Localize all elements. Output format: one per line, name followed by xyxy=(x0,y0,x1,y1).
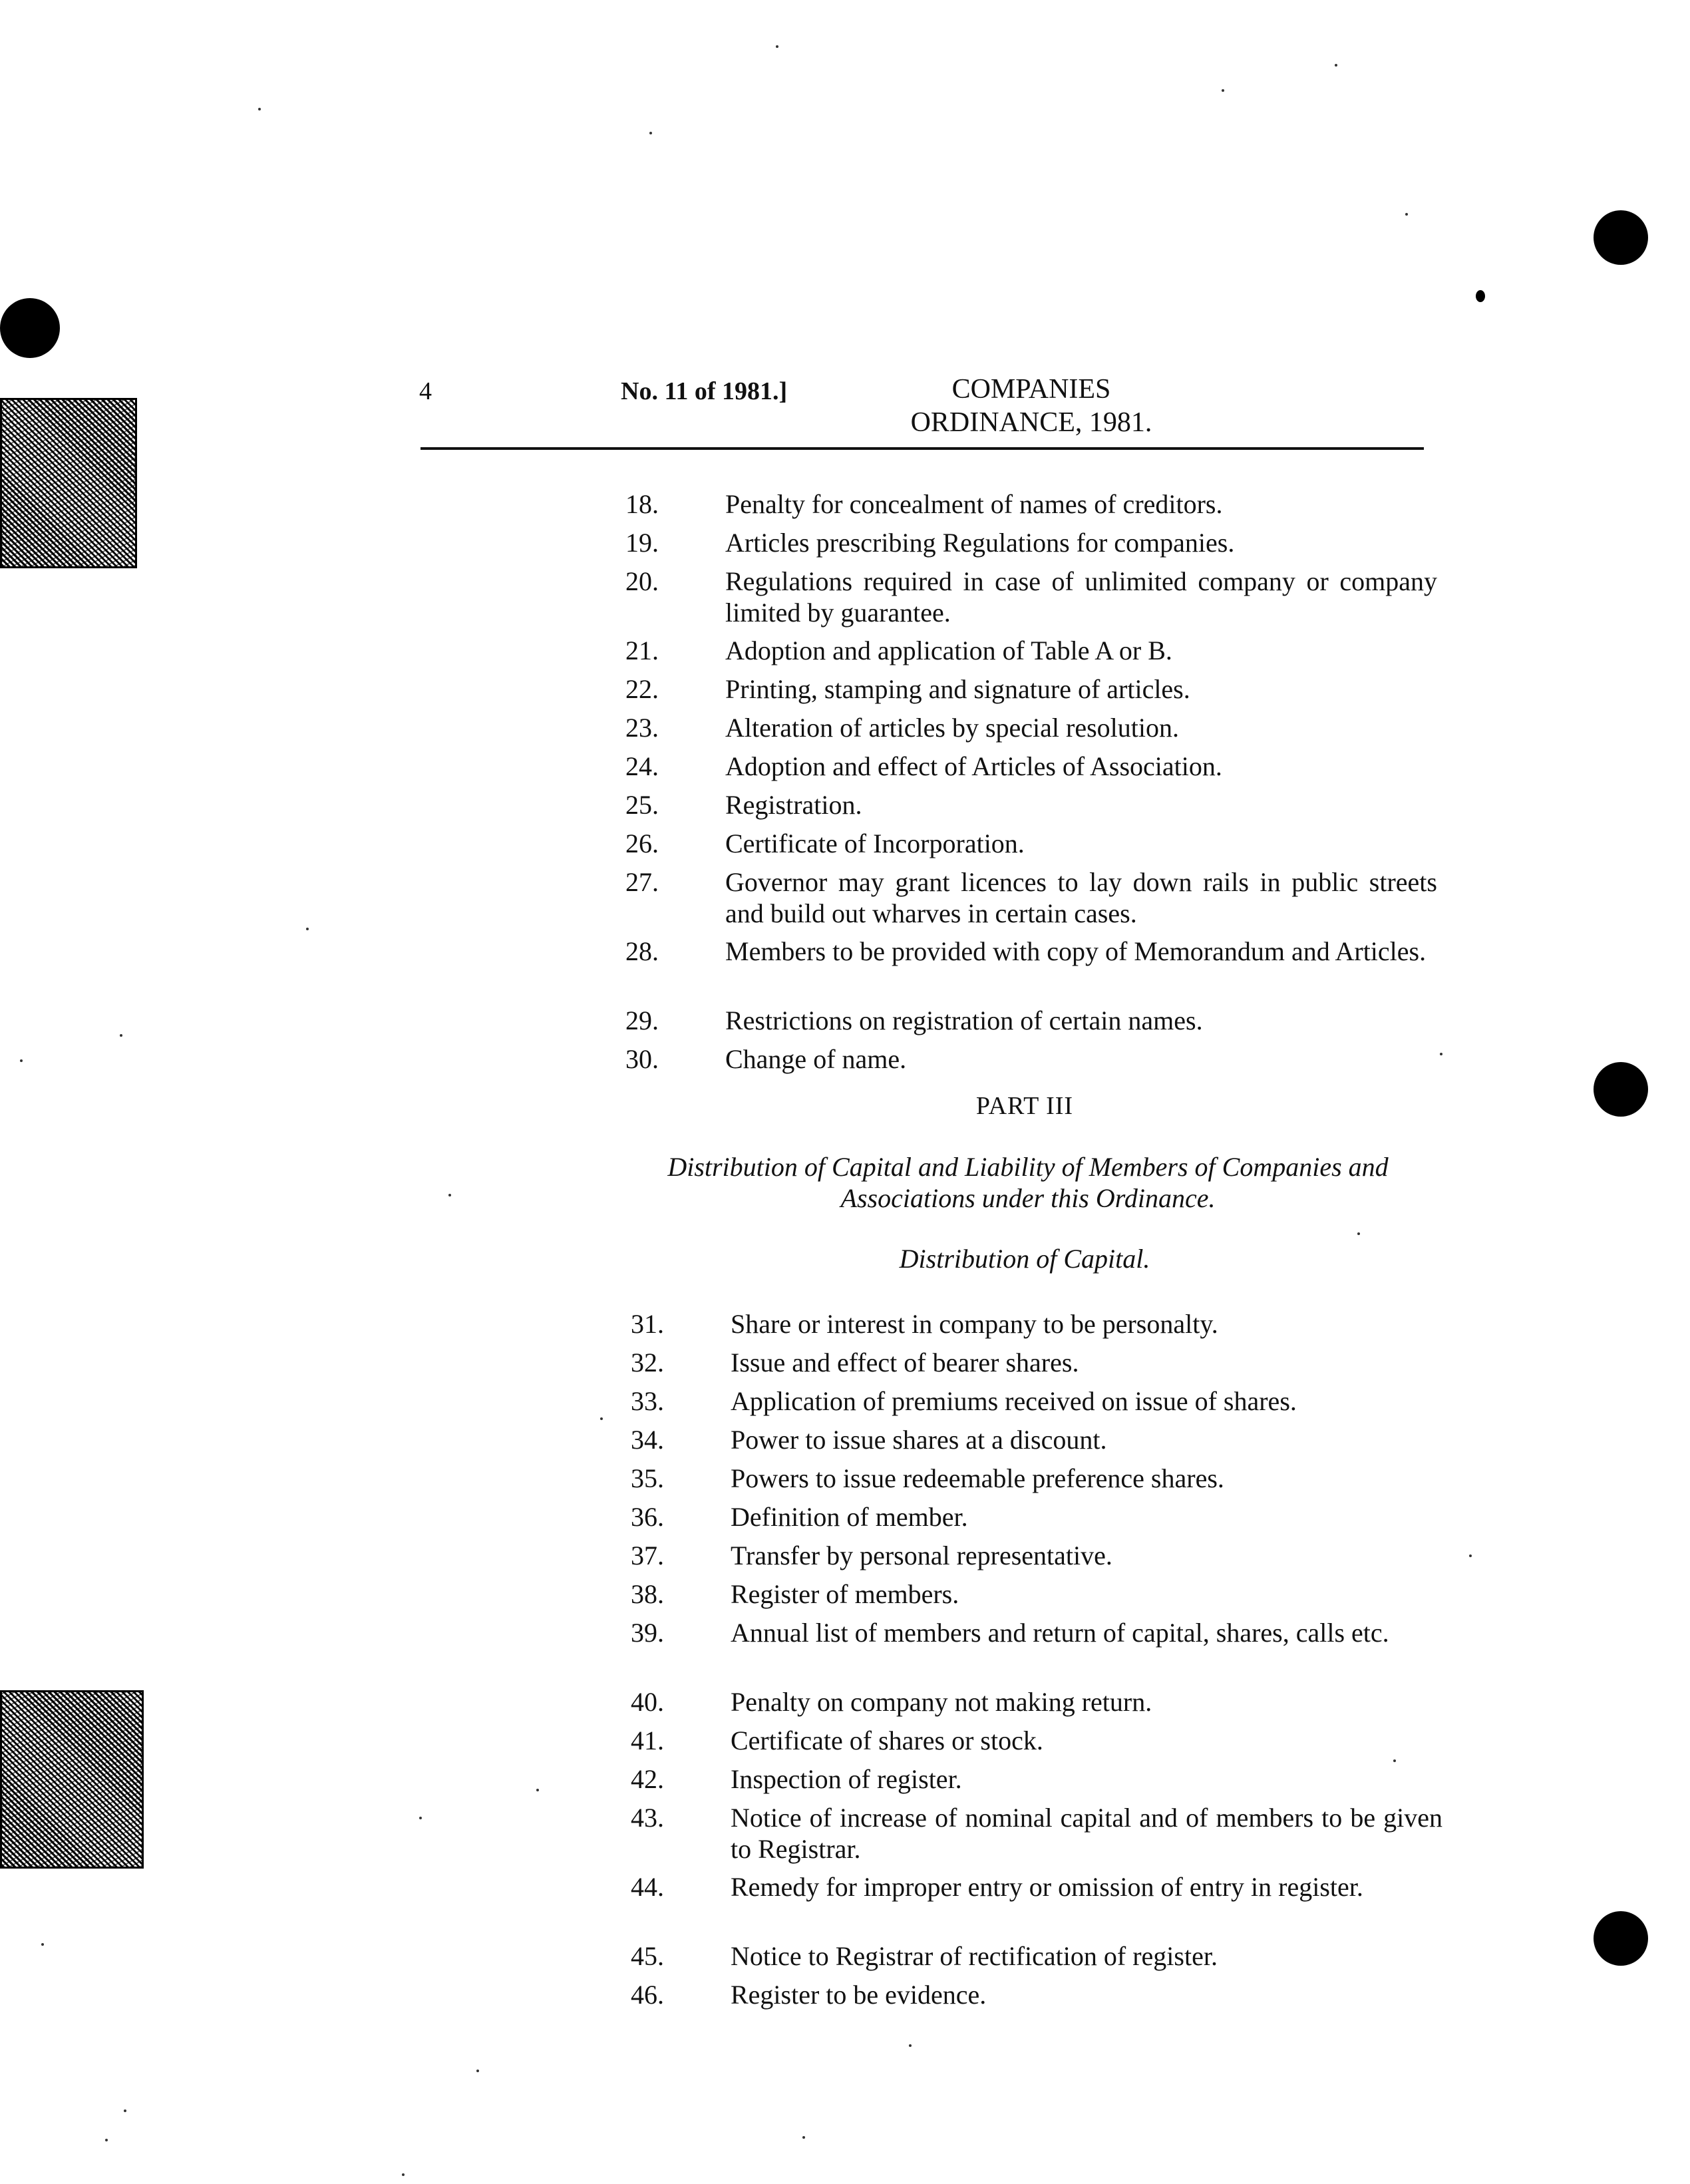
section-title: Notice to Registrar of rectification of register. xyxy=(731,1941,1218,1971)
section-number: 27. xyxy=(625,867,659,897)
scan-speck xyxy=(600,1417,603,1420)
section-title: Printing, stamping and signature of articles. xyxy=(725,674,1190,704)
punch-hole-mark xyxy=(1594,210,1648,265)
section-number: 18. xyxy=(625,489,659,519)
section-number: 19. xyxy=(625,528,659,558)
section-number: 26. xyxy=(625,828,659,858)
section-title: Power to issue shares at a discount. xyxy=(731,1425,1107,1455)
scan-speck xyxy=(258,108,261,110)
section-number: 22. xyxy=(625,674,659,704)
scan-speck xyxy=(41,1943,44,1946)
scan-noise-patch xyxy=(0,1690,144,1869)
section-title: Registration. xyxy=(725,790,862,820)
section-number: 46. xyxy=(631,1980,664,2010)
section-title: Annual list of members and return of capital, shares, calls etc. xyxy=(731,1618,1389,1648)
section-title: Governor may grant licences to lay down rails in public streets and build out wharves in certain cases. xyxy=(725,867,1437,928)
section-number: 45. xyxy=(631,1941,664,1971)
section-number: 44. xyxy=(631,1872,664,1902)
section-number: 29. xyxy=(625,1005,659,1035)
scan-speck xyxy=(802,2136,805,2139)
section-title: Share or interest in company to be personalty. xyxy=(731,1309,1218,1339)
punch-hole-mark xyxy=(1594,1062,1648,1117)
scan-speck xyxy=(476,2070,479,2072)
section-title: Certificate of Incorporation. xyxy=(725,828,1025,858)
scan-speck xyxy=(105,2139,108,2141)
scan-speck xyxy=(776,45,778,48)
scan-speck xyxy=(1405,213,1408,216)
section-title: Restrictions on registration of certain names. xyxy=(725,1005,1203,1035)
running-title-line2: ORDINANCE, 1981. xyxy=(910,407,1152,438)
scan-speck xyxy=(1222,89,1224,92)
part-subtitle: Distribution of Capital and Liability of Members of Companies and Associations under this Ordinance. xyxy=(667,1152,1389,1213)
section-heading: Distribution of Capital. xyxy=(899,1244,1150,1274)
section-number: 42. xyxy=(631,1764,664,1794)
section-number: 34. xyxy=(631,1425,664,1455)
act-number: No. 11 of 1981.] xyxy=(621,377,788,405)
section-number: 33. xyxy=(631,1386,664,1416)
section-title: Change of name. xyxy=(725,1044,907,1074)
scan-speck xyxy=(120,1034,122,1037)
section-number: 41. xyxy=(631,1726,664,1755)
section-title: Articles prescribing Regulations for companies. xyxy=(725,528,1235,558)
part-heading: PART III xyxy=(975,1092,1074,1120)
scan-speck xyxy=(909,2044,912,2047)
scan-noise-patch xyxy=(0,398,137,568)
section-title: Application of premiums received on issue of shares. xyxy=(731,1386,1297,1416)
scan-speck xyxy=(20,1059,23,1062)
scan-speck xyxy=(124,2109,126,2112)
section-title: Alteration of articles by special resolution. xyxy=(725,713,1180,743)
punch-hole-mark xyxy=(0,298,60,358)
section-number: 28. xyxy=(625,936,659,966)
scan-blot xyxy=(1476,290,1485,302)
section-number: 36. xyxy=(631,1502,664,1532)
section-number: 43. xyxy=(631,1803,664,1833)
scan-speck xyxy=(1469,1554,1472,1557)
section-title: Notice of increase of nominal capital and of members to be given to Registrar. xyxy=(731,1803,1442,1864)
scan-speck xyxy=(448,1194,451,1196)
section-number: 35. xyxy=(631,1463,664,1493)
scan-speck xyxy=(419,1817,422,1819)
section-number: 32. xyxy=(631,1348,664,1377)
section-title: Transfer by personal representative. xyxy=(731,1541,1112,1570)
scan-speck xyxy=(402,2173,405,2176)
punch-hole-mark xyxy=(1594,1911,1648,1966)
section-number: 40. xyxy=(631,1687,664,1717)
scan-speck xyxy=(1335,64,1337,67)
section-title: Penalty for concealment of names of creditors. xyxy=(725,489,1223,519)
section-title: Penalty on company not making return. xyxy=(731,1687,1152,1717)
section-number: 31. xyxy=(631,1309,664,1339)
header-rule xyxy=(421,447,1424,450)
section-number: 23. xyxy=(625,713,659,743)
scan-speck xyxy=(1440,1053,1442,1055)
scan-speck xyxy=(306,928,309,930)
section-title: Register of members. xyxy=(731,1579,959,1609)
section-title: Regulations required in case of unlimited company or company limited by guarantee. xyxy=(725,566,1437,628)
scan-speck xyxy=(536,1789,539,1791)
section-title: Powers to issue redeemable preference shares. xyxy=(731,1463,1224,1493)
section-title: Definition of member. xyxy=(731,1502,968,1532)
scan-speck xyxy=(1393,1759,1396,1762)
section-number: 38. xyxy=(631,1579,664,1609)
section-title: Remedy for improper entry or omission of entry in register. xyxy=(731,1872,1363,1902)
page-number: 4 xyxy=(419,377,432,405)
section-title: Register to be evidence. xyxy=(731,1980,987,2010)
section-number: 37. xyxy=(631,1541,664,1570)
section-title: Issue and effect of bearer shares. xyxy=(731,1348,1079,1377)
section-title: Members to be provided with copy of Memorandum and Articles. xyxy=(725,936,1427,966)
section-title: Inspection of register. xyxy=(731,1764,962,1794)
scan-speck xyxy=(1357,1232,1360,1235)
running-title-line1: COMPANIES xyxy=(951,374,1111,405)
section-title: Adoption and application of Table A or B. xyxy=(725,636,1172,665)
section-number: 39. xyxy=(631,1618,664,1648)
scan-speck xyxy=(649,132,652,134)
running-title xyxy=(785,373,1277,439)
section-number: 24. xyxy=(625,751,659,781)
section-number: 20. xyxy=(625,566,659,596)
section-number: 21. xyxy=(625,636,659,665)
section-number: 30. xyxy=(625,1044,659,1074)
section-title: Certificate of shares or stock. xyxy=(731,1726,1043,1755)
section-title: Adoption and effect of Articles of Association. xyxy=(725,751,1222,781)
section-number: 25. xyxy=(625,790,659,820)
